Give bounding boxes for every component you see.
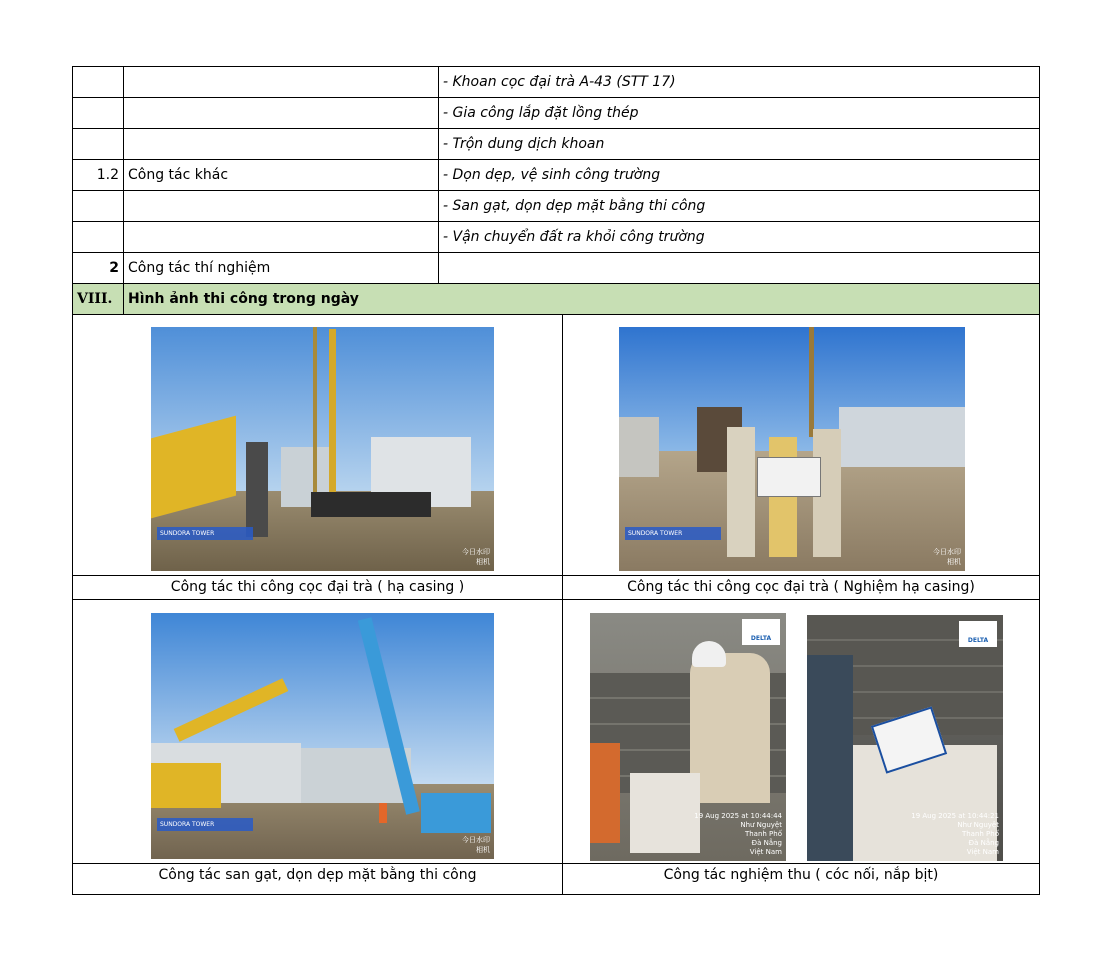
rig-mast [809, 327, 814, 437]
container [619, 417, 659, 477]
grid-divider [73, 863, 1039, 864]
crane [421, 793, 491, 833]
row-description: - Dọn dẹp, vệ sinh công trường [439, 160, 1040, 191]
photo-caption: Công tác thi công cọc đại trà ( Nghiệm hạ casing) [627, 579, 975, 595]
row-task: Công tác thí nghiệm [124, 253, 439, 284]
worker [379, 803, 387, 823]
row-task [124, 67, 439, 98]
row-number: 2 [73, 253, 124, 284]
table-row [73, 160, 1040, 191]
row-description: - Vận chuyển đất ra khỏi công trường [439, 222, 1040, 253]
photo-acceptance-right [807, 615, 1003, 861]
delta-logo: DELTA [742, 619, 780, 645]
row-number [73, 222, 124, 253]
table-row [73, 222, 1040, 253]
report-page [72, 66, 1040, 895]
building [839, 407, 965, 467]
section-number: VIII. [73, 284, 124, 315]
rig-mast [313, 327, 317, 507]
row-task: Công tác khác [124, 160, 439, 191]
photo-caption: Công tác san gạt, dọn dẹp mặt bằng thi công [158, 867, 477, 883]
row-description: - San gạt, dọn dẹp mặt bằng thi công [439, 191, 1040, 222]
watermark: 今日水印 相机 [462, 548, 490, 566]
section-title: Hình ảnh thi công trong ngày [124, 284, 1040, 315]
row-description: - Gia công lắp đặt lồng thép [439, 98, 1040, 129]
photo-stamp: SUNDORA TOWER [625, 527, 721, 540]
rig-mast [329, 329, 336, 509]
row-number [73, 191, 124, 222]
row-description: - Khoan cọc đại trà A-43 (STT 17) [439, 67, 1040, 98]
row-task [124, 191, 439, 222]
table-row [73, 253, 1040, 284]
hard-hat [692, 641, 726, 667]
rig-track [311, 492, 431, 517]
inspector [690, 653, 770, 803]
timestamp-overlay: 19 Aug 2025 at 10:44:44 Như Nguyệt Thanh Phố Đà Nẵng Việt Nam [694, 812, 782, 856]
row-task [124, 98, 439, 129]
worker [727, 427, 755, 557]
excavator [151, 763, 221, 808]
table-row [73, 191, 1040, 222]
table-row [73, 67, 1040, 98]
photo-grid [72, 315, 1040, 895]
photo-site-clearing [151, 613, 494, 859]
work-table [72, 66, 1040, 315]
row-number [73, 67, 124, 98]
delta-logo: DELTA [959, 621, 997, 647]
sandbags [630, 773, 700, 853]
photo-caption: Công tác nghiệm thu ( cóc nối, nắp bịt) [663, 867, 939, 883]
row-number: 1.2 [73, 160, 124, 191]
grid-divider [73, 599, 1039, 600]
row-number [73, 129, 124, 160]
row-description: - Trộn dung dịch khoan [439, 129, 1040, 160]
section-header [73, 284, 1040, 315]
grid-divider [562, 315, 563, 894]
row-task [124, 222, 439, 253]
inspector-arm [807, 655, 853, 861]
grid-divider [73, 575, 1039, 576]
photo-stamp: SUNDORA TOWER [157, 818, 253, 831]
table-row [73, 129, 1040, 160]
signboard [757, 457, 821, 497]
timestamp-overlay: 19 Aug 2025 at 10:44:21 Như Nguyệt Thanh Phố Đà Nẵng Việt Nam [911, 812, 999, 856]
photo-drilling-rig [151, 327, 494, 571]
barrier [590, 743, 620, 843]
casing [246, 442, 268, 537]
table-row [73, 98, 1040, 129]
watermark: 今日水印 相机 [462, 836, 490, 854]
row-task [124, 129, 439, 160]
row-description [439, 253, 1040, 284]
photo-inspection-team [619, 327, 965, 571]
photo-stamp: SUNDORA TOWER [157, 527, 253, 540]
row-number [73, 98, 124, 129]
photo-acceptance-left [590, 613, 786, 861]
worker [769, 437, 797, 557]
watermark: 今日水印 相机 [933, 548, 961, 566]
photo-caption: Công tác thi công cọc đại trà ( hạ casing ) [170, 579, 465, 595]
